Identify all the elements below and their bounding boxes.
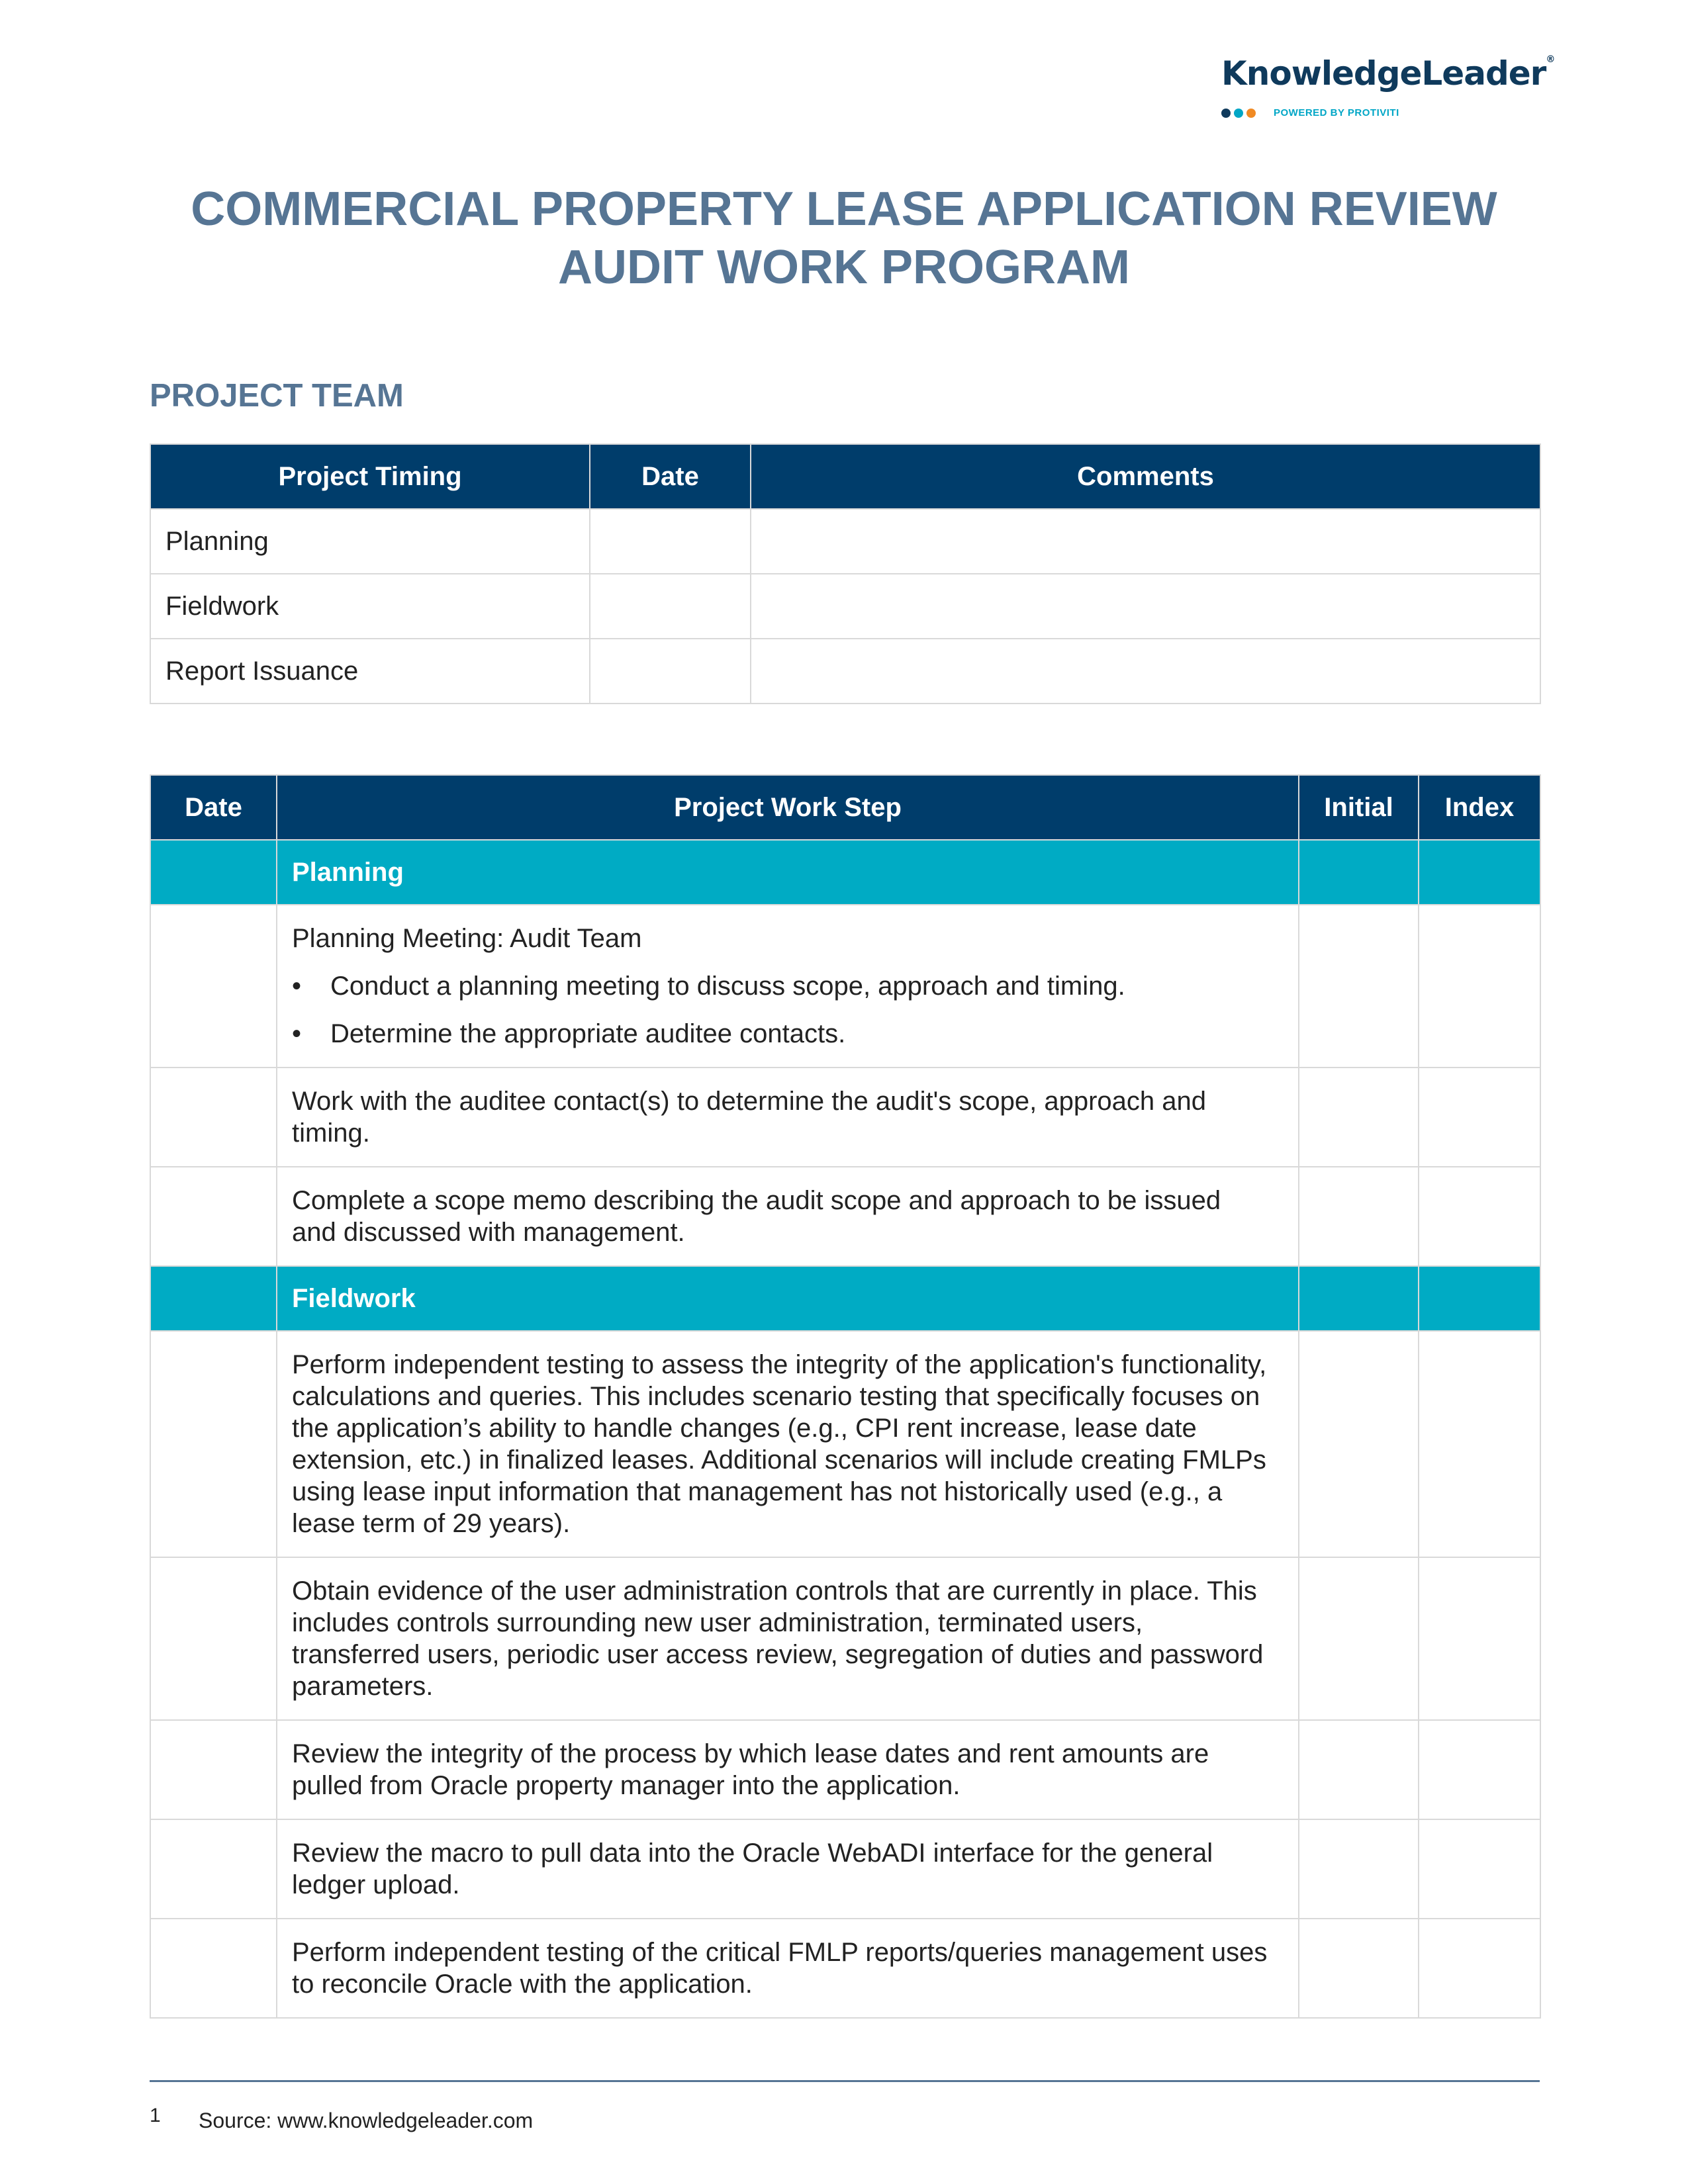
- project-timing-table: [150, 443, 1541, 704]
- planning-meeting-bullets: [292, 970, 1272, 1050]
- index-cell[interactable]: [1419, 1919, 1540, 2018]
- title-line-1: COMMERCIAL PROPERTY LEASE APPLICATION REVIEW: [191, 183, 1497, 236]
- initial-cell: [1299, 840, 1419, 905]
- index-cell[interactable]: [1419, 1167, 1540, 1266]
- index-cell[interactable]: [1419, 905, 1540, 1068]
- date-cell[interactable]: [590, 574, 751, 639]
- date-cell[interactable]: [150, 905, 277, 1068]
- initial-cell[interactable]: [1299, 905, 1419, 1068]
- table-row: [150, 905, 1540, 1068]
- table-row: [150, 509, 1540, 574]
- work-step-cell: Work with the auditee contact(s) to determine the audit's scope, approach and timing.: [277, 1068, 1299, 1167]
- index-cell[interactable]: [1419, 1819, 1540, 1919]
- list-item: • Conduct a planning meeting to discuss scope, approach and timing.: [292, 970, 1272, 1002]
- table-row: [150, 1167, 1540, 1266]
- logo-dot-teal-icon: [1234, 109, 1243, 118]
- initial-cell: [1299, 1266, 1419, 1331]
- date-cell[interactable]: [150, 1068, 277, 1167]
- work-step-cell: Review the integrity of the process by which lease dates and rent amounts are pulled from Oracle property manager into the application.: [277, 1720, 1299, 1819]
- timing-cell: Report Issuance: [150, 639, 590, 704]
- work-program-table: [150, 774, 1541, 2019]
- logo-tagline: POWERED BY PROTIVITI: [1274, 107, 1399, 118]
- logo-dot-orange-icon: [1246, 109, 1256, 118]
- table-row: [150, 1720, 1540, 1819]
- date-cell[interactable]: [150, 1819, 277, 1919]
- table-row: [150, 1331, 1540, 1557]
- table-row: [150, 639, 1540, 704]
- initial-cell[interactable]: [1299, 1720, 1419, 1819]
- work-step-cell: Review the macro to pull data into the Oracle WebADI interface for the general ledger upload.: [277, 1819, 1299, 1919]
- project-team-heading: PROJECT TEAM: [150, 378, 404, 414]
- list-item: • Determine the appropriate auditee contacts.: [292, 1018, 1272, 1050]
- date-cell[interactable]: [590, 509, 751, 574]
- document-title: [149, 180, 1539, 296]
- timing-cell: Fieldwork: [150, 574, 590, 639]
- index-cell[interactable]: [1419, 1068, 1540, 1167]
- initial-cell[interactable]: [1299, 1919, 1419, 2018]
- knowledgeleader-logo: [1221, 54, 1555, 127]
- initial-cell[interactable]: [1299, 1819, 1419, 1919]
- initial-cell[interactable]: [1299, 1167, 1419, 1266]
- planning-meeting-title: Planning Meeting: Audit Team: [292, 924, 642, 953]
- work-step-cell: Perform independent testing of the critical FMLP reports/queries management uses to reconcile Oracle with the application.: [277, 1919, 1299, 2018]
- phase-label: Fieldwork: [277, 1266, 1299, 1331]
- work-step-cell: Perform independent testing to assess the integrity of the application's functionality, calculations and queries. This includes scenario testing that specifically focuses on the application’s ability to handle changes (e.g., CPI rent increase, lease date extension, etc.) in finalized leases. Additional scenarios will include creating FMLPs using lease input information that management has not historically used (e.g., a lease term of 29 years).: [277, 1331, 1299, 1557]
- work-step-cell: Complete a scope memo describing the audit scope and approach to be issued and discussed with management.: [277, 1167, 1299, 1266]
- table-row: [150, 1557, 1540, 1720]
- index-cell[interactable]: [1419, 1331, 1540, 1557]
- table-row: [150, 1919, 1540, 2018]
- initial-cell[interactable]: [1299, 1557, 1419, 1720]
- index-cell[interactable]: [1419, 1720, 1540, 1819]
- table-row: [150, 1068, 1540, 1167]
- column-header-date: Date: [590, 444, 751, 509]
- date-cell[interactable]: [150, 1167, 277, 1266]
- work-step-cell: [277, 905, 1299, 1068]
- date-cell[interactable]: [150, 1557, 277, 1720]
- work-step-cell: Obtain evidence of the user administration controls that are currently in place. This includes controls surrounding new user administration, terminated users, transferred users, periodic user access review, segregation of duties and password parameters.: [277, 1557, 1299, 1720]
- column-header-initial: Initial: [1299, 775, 1419, 840]
- column-header-project-timing: Project Timing: [150, 444, 590, 509]
- footer-divider: [150, 2080, 1540, 2082]
- column-header-comments: Comments: [751, 444, 1540, 509]
- initial-cell[interactable]: [1299, 1068, 1419, 1167]
- registered-mark-icon: ®: [1546, 54, 1555, 65]
- title-line-2: AUDIT WORK PROGRAM: [558, 241, 1130, 294]
- table-row: [150, 1819, 1540, 1919]
- initial-cell[interactable]: [1299, 1331, 1419, 1557]
- table-header-row: [150, 444, 1540, 509]
- date-cell[interactable]: [150, 1919, 277, 2018]
- timing-cell: Planning: [150, 509, 590, 574]
- page-number: 1: [150, 2105, 161, 2126]
- index-cell[interactable]: [1419, 1557, 1540, 1720]
- footer-source: Source: www.knowledgeleader.com: [199, 2109, 534, 2132]
- column-header-index: Index: [1419, 775, 1540, 840]
- date-cell: [150, 1266, 277, 1331]
- index-cell: [1419, 1266, 1540, 1331]
- column-header-date: Date: [150, 775, 277, 840]
- date-cell[interactable]: [590, 639, 751, 704]
- index-cell: [1419, 840, 1540, 905]
- date-cell[interactable]: [150, 1720, 277, 1819]
- date-cell[interactable]: [150, 1331, 277, 1557]
- comments-cell[interactable]: [751, 509, 1540, 574]
- phase-label: Planning: [277, 840, 1299, 905]
- logo-dot-navy-icon: [1221, 109, 1231, 118]
- logo-wordmark: KnowledgeLeader: [1221, 54, 1546, 93]
- date-cell: [150, 840, 277, 905]
- comments-cell[interactable]: [751, 639, 1540, 704]
- phase-row-fieldwork: [150, 1266, 1540, 1331]
- comments-cell[interactable]: [751, 574, 1540, 639]
- phase-row-planning: [150, 840, 1540, 905]
- column-header-project-work-step: Project Work Step: [277, 775, 1299, 840]
- table-header-row: [150, 775, 1540, 840]
- table-row: [150, 574, 1540, 639]
